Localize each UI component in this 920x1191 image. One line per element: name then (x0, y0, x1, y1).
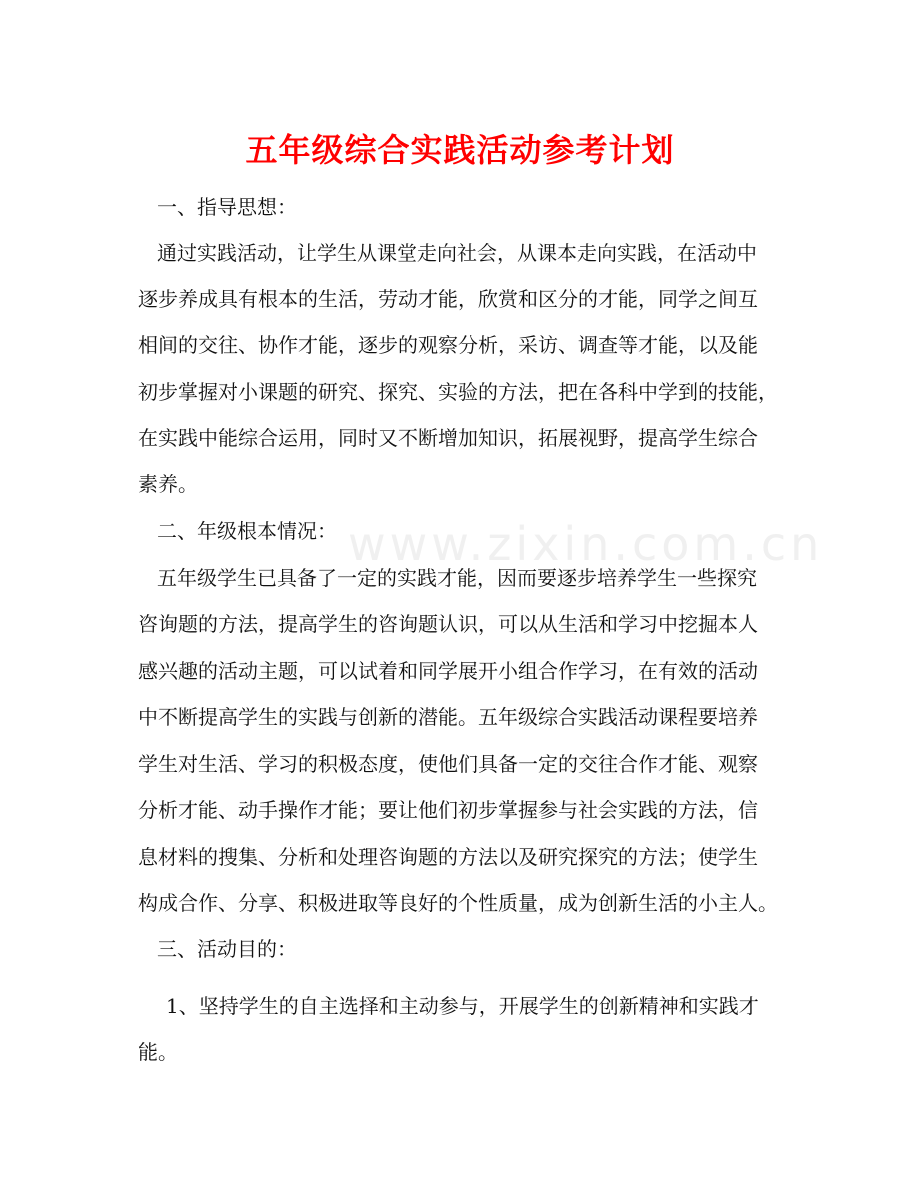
paragraph-line: 感兴趣的活动主题，可以试着和同学展开小组合作学习，在有效的活动 (138, 659, 758, 683)
document-title: 五年级综合实践活动参考计划 (245, 131, 675, 169)
paragraph-line: 分析才能、动手操作才能；要让他们初步掌握参与社会实践的方法，信 (138, 798, 758, 822)
list-item-line: 能。 (138, 1040, 178, 1064)
paragraph-line: 素养。 (138, 472, 198, 496)
paragraph-line: 息材料的搜集、分析和处理咨询题的方法以及研究探究的方法；使学生 (138, 845, 758, 869)
paragraph-line: 学生对生活、学习的积极态度，使他们具备一定的交往合作才能、观察 (138, 752, 758, 776)
paragraph-line: 相间的交往、协作才能，逐步的观察分析，采访、调查等才能，以及能 (138, 333, 758, 357)
list-item-line: 1、坚持学生的自主选择和主动参与，开展学生的创新精神和实践才 (166, 994, 759, 1018)
paragraph-line: 中不断提高学生的实践与创新的潜能。五年级综合实践活动课程要培养 (138, 705, 758, 729)
paragraph-line: 通过实践活动，让学生从课堂走向社会，从课本走向实践，在活动中 (157, 241, 757, 265)
section-heading-guiding-thought: 一、指导思想： (157, 195, 297, 219)
watermark: www.zixin.com.cn (348, 517, 824, 571)
section-heading-grade-situation: 二、年级根本情况： (157, 519, 337, 543)
paragraph-line: 咨询题的方法，提高学生的咨询题认识，可以从生活和学习中挖掘本人 (138, 612, 758, 636)
section-heading-activity-goals: 三、活动目的： (157, 937, 297, 961)
paragraph-line: 五年级学生已具备了一定的实践才能，因而要逐步培养学生一些探究 (157, 566, 757, 590)
paragraph-line: 在实践中能综合运用，同时又不断增加知识，拓展视野，提高学生综合 (138, 426, 758, 450)
paragraph-line: 构成合作、分享、积极进取等良好的个性质量，成为创新生活的小主人。 (138, 891, 778, 915)
paragraph-line: 逐步养成具有根本的生活，劳动才能，欣赏和区分的才能，同学之间互 (138, 287, 758, 311)
paragraph-line: 初步掌握对小课题的研究、探究、实验的方法，把在各科中学到的技能， (138, 380, 778, 404)
